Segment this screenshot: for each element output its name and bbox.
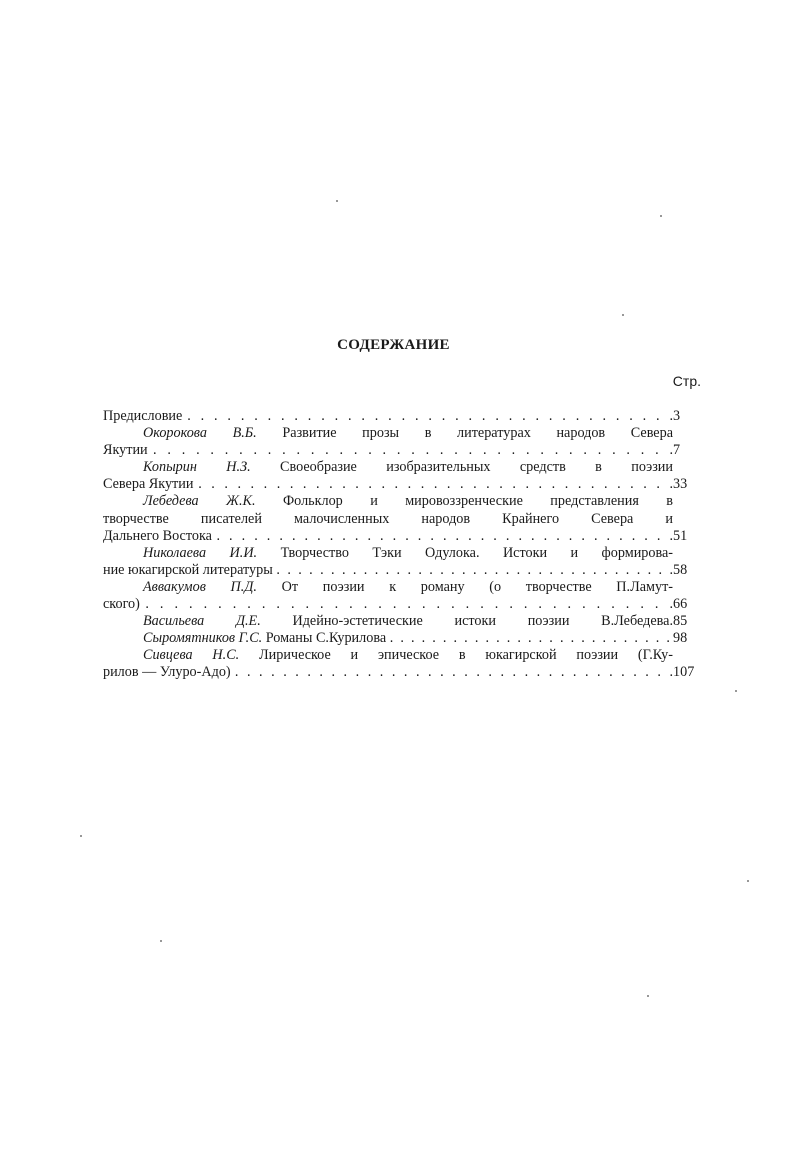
page-number: 58 xyxy=(673,561,688,578)
entry-title: Идейно-эстетические истоки поэзии В.Лебедева. xyxy=(292,613,673,630)
entry-title: Романы С.Курилова xyxy=(265,630,387,647)
dot-leader xyxy=(212,528,673,545)
toc-entry-line xyxy=(103,459,673,476)
scan-speck xyxy=(647,995,649,997)
toc-entry-line xyxy=(103,664,695,681)
entry-title: Творчество Тэки Одулока. Истоки и формирова- xyxy=(280,544,674,561)
page-number: 3 xyxy=(673,408,681,424)
page-number: 66 xyxy=(673,596,688,613)
page-number: 33 xyxy=(673,476,688,493)
page-number: 7 xyxy=(673,442,681,459)
entry-title: Севера Якутии xyxy=(103,476,194,493)
toc-entry-line xyxy=(103,630,688,647)
page-title: СОДЕРЖАНИЕ xyxy=(337,337,450,353)
toc-entry-line xyxy=(103,476,688,493)
toc-entry-line xyxy=(103,425,673,442)
entry-title: Дальнего Востока xyxy=(103,527,212,544)
toc-entry-line xyxy=(103,579,673,596)
toc-entry-line xyxy=(103,647,673,664)
dot-leader xyxy=(148,442,673,459)
dot-leader xyxy=(140,596,673,613)
page-number: 51 xyxy=(673,527,688,544)
scan-speck xyxy=(622,314,624,316)
entry-title: творчестве писателей малочисленных народов Крайнего Севера и xyxy=(103,510,673,527)
dot-leader xyxy=(182,408,673,425)
entry-title: Якутии xyxy=(103,442,148,459)
entry-title: Предисловие xyxy=(103,408,183,424)
toc-entry-line xyxy=(103,442,681,459)
dot-leader xyxy=(231,664,673,681)
scan-speck xyxy=(735,690,737,692)
entry-author: Сивцева Н.С. xyxy=(143,647,240,664)
entry-author: Копырин Н.З. xyxy=(143,459,251,476)
entry-author: Николаева И.И. xyxy=(143,544,258,561)
entry-author: Васильева Д.Е. xyxy=(143,613,261,630)
page-column-label: Стр. xyxy=(672,373,701,389)
scan-speck xyxy=(336,200,338,202)
toc-entry-preface xyxy=(103,408,681,425)
dot-leader xyxy=(386,630,673,647)
scan-speck xyxy=(80,835,82,837)
scan-speck xyxy=(660,215,662,217)
toc-entry-line xyxy=(103,511,673,528)
toc-entry-line xyxy=(103,527,688,545)
toc-entry-line xyxy=(103,545,673,562)
entry-title: Развитие прозы в литературах народов Севера xyxy=(282,425,673,442)
dot-leader xyxy=(193,476,673,493)
entry-title: ние юкагирской литературы xyxy=(103,561,273,578)
entry-author: Окорокова В.Б. xyxy=(143,425,257,442)
toc-entry-line xyxy=(103,596,688,613)
table-of-contents xyxy=(103,408,695,682)
toc-entry-line xyxy=(103,613,688,630)
entry-author: Аввакумов П.Д. xyxy=(143,578,257,595)
toc-entry-line xyxy=(103,493,673,510)
entry-author: Лебедева Ж.К. xyxy=(143,493,256,510)
entry-title: Фольклор и мировоззренческие представления в xyxy=(282,493,673,510)
scan-speck xyxy=(747,880,749,882)
page-number: 107 xyxy=(673,664,695,681)
entry-title: ского) xyxy=(103,596,140,613)
page-number: 85 xyxy=(673,613,688,630)
entry-title: Лирическое и эпическое в юкагирской поэзии (Г.Ку- xyxy=(259,647,673,664)
entry-title: Своеобразие изобразительных средств в поэзии xyxy=(280,459,673,476)
entry-title: От поэзии к роману (о творчестве П.Ламут- xyxy=(281,578,674,595)
scan-speck xyxy=(160,940,162,942)
entry-author: Сыромятников Г.С. xyxy=(143,630,263,647)
page-number: 98 xyxy=(673,630,688,647)
toc-entry-line xyxy=(103,561,688,579)
entry-title: рилов — Улуро-Адо) xyxy=(103,664,231,681)
dot-leader xyxy=(273,562,673,579)
